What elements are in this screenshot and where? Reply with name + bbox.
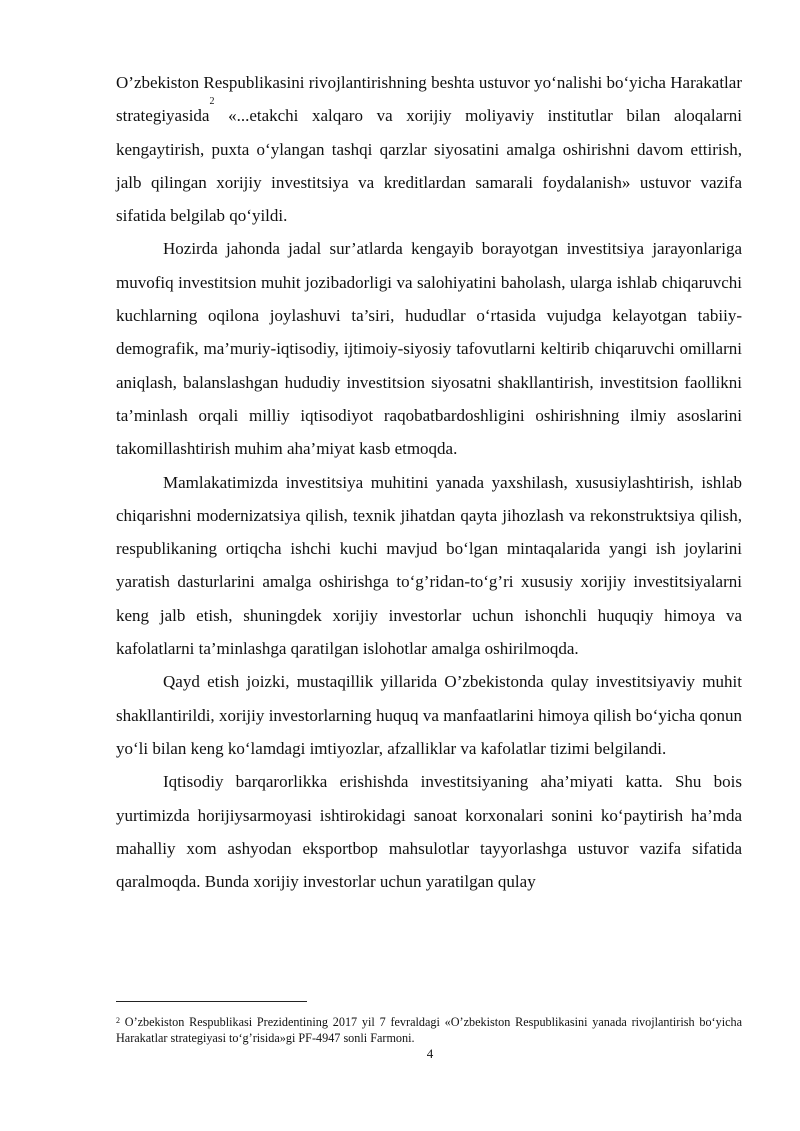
paragraph-2: Hozirda jahonda jadal sur’atlarda kengayib borayotgan investitsiya jarayonlariga muvofiq investitsion muhit jozibadorligi va salohiyatini baholash, ularga ishlab chiqaruvchi kuchlarning oqilona joylashuvi ta’siri, hududlar o‘rtasida vujudga kelayotgan tabiiy-demografik, ma’muriy-iqtisodiy, ijtimoiy-siyosiy tafovutlarni keltirib chiqaruvchi omillarni aniqlash, balanslashgan hududiy investitsion siyosatni shakllantirish, investitsion faollikni ta’minlash orqali milliy iqtisodiyot raqobatbardoshligini oshirishning ilmiy asoslarini takomillashtirish muhim aha’miyat kasb etmoqda.: [116, 239, 742, 459]
page-number: 4: [426, 1046, 434, 1061]
footnote: [116, 1014, 742, 1046]
footnote-separator: [116, 1001, 307, 1002]
paragraph-1-text-after-ref: «...etakchi xalqaro va xorijiy moliyaviy institutlar bilan aloqalarni kengaytirish, puxta o‘ylangan tashqi qarzlar siyosatini amalga oshirishni davom ettirish, jalb qilingan xorijiy investitsiya va kreditlardan samarali foydalanish» ustuvor vazifa sifatida belgilab qo‘yildi.: [116, 106, 742, 226]
body-text: [116, 66, 742, 898]
paragraph-5: Iqtisodiy barqarorlikka erishishda investitsiyaning aha’miyati katta. Shu bois yurtimizda horijiysarmoyasi ishtirokidagi sanoat korxonalari sonini ko‘paytirish ha’mda mahalliy xom ashyodan eksportbop mahsulotlar tayyorlashga ustuvor vazifa sifatida qaralmoqda. Bunda xorijiy investorlar uchun yaratilgan qulay: [116, 772, 742, 892]
paragraph-1: [116, 66, 742, 232]
paragraph-4: Qayd etish joizki, mustaqillik yillarida O’zbekistonda qulay investitsiyaviy muhit shakllantirildi, xorijiy investorlarning huquq va manfaatlarini himoya qilish bo‘yicha qonun yo‘li bilan keng ko‘lamdagi imtiyozlar, afzalliklar va kafolatlar tizimi belgilandi.: [116, 672, 742, 758]
footnote-entry: [116, 1014, 742, 1046]
footnote-number: 2: [116, 1016, 120, 1025]
footnote-text: O’zbekiston Respublikasi Prezidentining 2017 yil 7 fevraldagi «O’zbekiston Respublikasini yanada rivojlantirish bo‘yicha Harakatlar strategiyasi to‘g’risida»gi PF-4947 sonli Farmoni.: [116, 1015, 742, 1045]
footnote-reference[interactable]: 2: [209, 96, 215, 108]
paragraph-3: Mamlakatimizda investitsiya muhitini yanada yaxshilash, xususiylashtirish, ishlab chiqarishni modernizatsiya qilish, texnik jihatdan qayta jihozlash va rekonstruktsiya qilish, respublikaning ortiqcha ishchi kuchi mavjud bo‘lgan mintaqalarida yangi ish joylarini yaratish dasturlarini amalga oshirishga to‘g’ridan-to‘g’ri xususiy xorijiy investitsiyalarni keng jalb etish, shuningdek xorijiy investorlar uchun ishonchli huquqiy himoya va kafolatlarni ta’minlashga qaratilgan islohotlar amalga oshirilmoqda.: [116, 472, 742, 659]
paragraph-1-text-before-ref: O’zbekiston Respublikasini rivojlantirishning beshta ustuvor yo‘nalishi bo‘yicha Harakatlar strategiyasida: [116, 73, 742, 126]
